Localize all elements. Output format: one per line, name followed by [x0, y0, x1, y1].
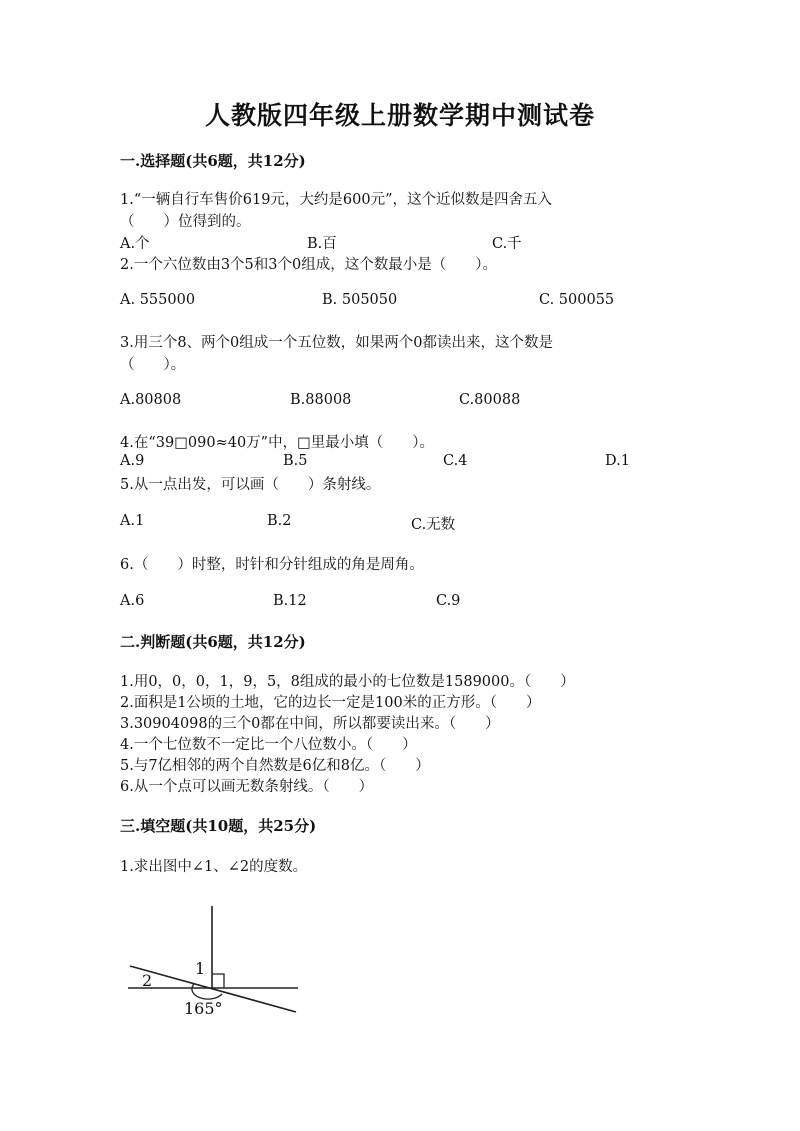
- right-angle-mark: [212, 974, 224, 988]
- q5-option-b: B.2: [267, 513, 292, 529]
- q3-option-b: B.88008: [290, 392, 352, 408]
- angle-label-1: 1: [195, 959, 206, 978]
- q4-option-c: C.4: [443, 453, 468, 469]
- question-2-line-1: 2.一个六位数由3个5和3个0组成，这个数最小是（ ）。: [120, 257, 497, 273]
- question-3-line-1: 3.用三个8、两个0组成一个五位数，如果两个0都读出来，这个数是: [120, 335, 554, 351]
- q4-option-a: A.9: [120, 453, 145, 469]
- q4-option-b: B.5: [283, 453, 308, 469]
- q1-option-c: C.千: [492, 236, 522, 252]
- question-1-line-1: 1.“一辆自行车售价619元，大约是600元”，这个近似数是四舍五入: [120, 192, 553, 208]
- question-4-line-1: 4.在“39□090≈40万”中，□里最小填（ ）。: [120, 435, 435, 451]
- question-1-line-2: （ ）位得到的。: [120, 214, 251, 230]
- q5-option-a: A.1: [120, 513, 145, 529]
- q2-option-b: B. 505050: [322, 292, 398, 308]
- section-heading-judge: 二.判断题(共6题，共12分): [120, 633, 306, 651]
- q1-option-b: B.百: [307, 236, 337, 252]
- judge-item-6: 6.从一个点可以画无数条射线。（ ）: [120, 779, 374, 795]
- q3-option-c: C.80088: [459, 392, 521, 408]
- section-heading-fill: 三.填空题(共10题，共25分): [120, 817, 317, 835]
- q6-option-b: B.12: [273, 593, 307, 609]
- q2-option-a: A. 555000: [120, 292, 196, 308]
- q5-option-c: C.无数: [411, 517, 456, 533]
- q1-option-a: A.个: [120, 236, 150, 252]
- q2-option-c: C. 500055: [539, 292, 615, 308]
- fill-question-1: 1.求出图中∠1、∠2的度数。: [120, 859, 308, 875]
- angle-label-165: 165°: [184, 999, 223, 1018]
- angle-label-2: 2: [142, 971, 153, 990]
- judge-item-3: 3.30904098的三个0都在中间，所以都要读出来。（ ）: [120, 716, 500, 732]
- q4-option-d: D.1: [605, 453, 630, 469]
- judge-item-1: 1.用0，0，0，1，9，5，8组成的最小的七位数是1589000。（ ）: [120, 674, 575, 690]
- page-title: 人教版四年级上册数学期中测试卷: [204, 101, 595, 130]
- question-3-line-2: （ ）。: [120, 357, 186, 373]
- q3-option-a: A.80808: [120, 392, 182, 408]
- judge-item-2: 2.面积是1公顷的土地，它的边长一定是100米的正方形。（ ）: [120, 695, 541, 711]
- q6-option-c: C.9: [436, 593, 461, 609]
- question-6-line-1: 6.（ ）时整，时针和分针组成的角是周角。: [120, 557, 424, 573]
- question-5-line-1: 5.从一点出发，可以画（ ）条射线。: [120, 477, 381, 493]
- judge-item-4: 4.一个七位数不一定比一个八位数小。（ ）: [120, 737, 417, 753]
- angle-arc: [192, 984, 222, 999]
- section-heading-choice: 一.选择题(共6题，共12分): [120, 152, 306, 170]
- q6-option-a: A.6: [120, 593, 145, 609]
- angle-figure: [122, 902, 302, 1020]
- judge-item-5: 5.与7亿相邻的两个自然数是6亿和8亿。（ ）: [120, 758, 430, 774]
